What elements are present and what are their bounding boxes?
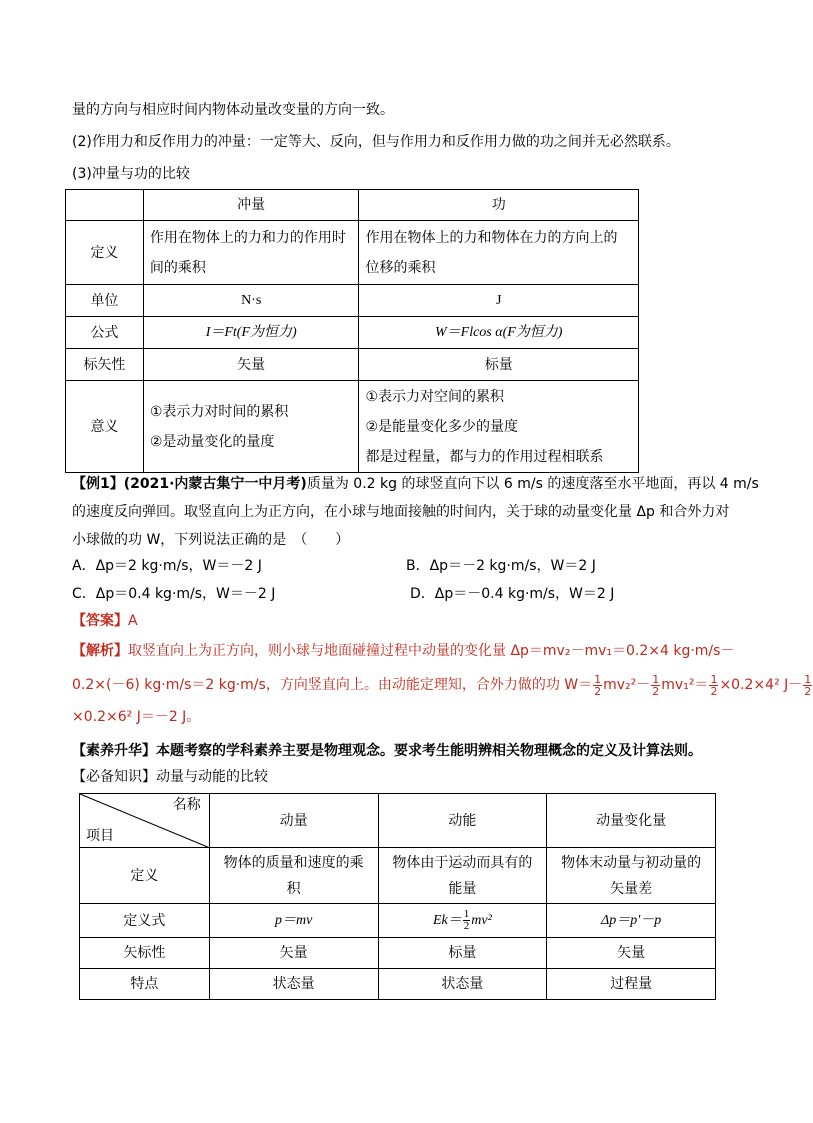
table-cell: 状态量 — [209, 969, 378, 1000]
cell-line: 积 — [286, 880, 301, 897]
table-cell: N·s — [143, 285, 359, 317]
row-label: 定义 — [80, 848, 210, 904]
knowledge-title — [72, 767, 268, 787]
cell-line: 矢量差 — [610, 880, 653, 897]
answer — [72, 611, 138, 631]
row-label: 定义 — [66, 221, 144, 285]
cell-line: 间的乘积 — [149, 259, 206, 276]
answer-value: A — [128, 613, 138, 629]
intro-line-2: (2)作用力和反作用力的冲量：一定等大、反向，但与作用力和反作用力做的功之间并无必然联系。 — [72, 134, 680, 150]
table-cell: 矢量 — [547, 938, 716, 969]
table-cell: p＝mv — [209, 904, 378, 938]
analysis-line-1 — [72, 641, 734, 661]
table-cell: 标量 — [359, 349, 639, 381]
option-c: C．Δp＝0.4 kg·m/s，W＝－2 J — [72, 586, 276, 602]
row-label: 意义 — [66, 381, 144, 473]
cell-line: 作用在物体上的力和物体在力的方向上的 — [365, 229, 618, 246]
impulse-work-table — [65, 189, 639, 473]
table-cell — [378, 848, 547, 904]
table-cell: 标量 — [378, 938, 547, 969]
table-row — [80, 848, 716, 904]
cell-line: ②是动量变化的量度 — [149, 433, 275, 450]
fraction-half: $\frac{1}{2}$ — [804, 672, 812, 698]
momentum-energy-table — [79, 793, 716, 1000]
analysis-line-3: ×0.2×6² J＝－2 J。 — [72, 709, 201, 725]
knowledge-text: 【必备知识】动量与动能的比较 — [72, 769, 268, 785]
row-label: 定义式 — [80, 904, 210, 938]
literacy-note: 【素养升华】本题考察的学科素养主要是物理观念。要求考生能明辨相关物理概念的定义及计算法则。 — [72, 743, 702, 759]
row-label: 标矢性 — [66, 349, 144, 381]
cell-line: ②是能量变化多少的量度 — [365, 418, 519, 435]
table-cell — [143, 221, 359, 285]
cell-line: ①表示力对空间的累积 — [365, 388, 505, 405]
table-row — [66, 349, 639, 381]
row-label: 公式 — [66, 317, 144, 349]
cell-line: 物体的质量和速度的乘 — [223, 854, 364, 871]
table-row — [66, 317, 639, 349]
analysis-tag: 【解析】 — [72, 643, 128, 659]
analysis-line-2 — [72, 668, 813, 702]
example-line-3: 小球做的功 W，下列说法正确的是 （ ） — [72, 532, 350, 548]
table-cell — [359, 221, 639, 285]
fraction-half: $\frac{1}{2}$ — [652, 672, 660, 698]
table-cell: I＝Ft(F为恒力) — [143, 317, 359, 349]
table-cell — [359, 381, 639, 473]
table-header-cell: 动量变化量 — [547, 794, 716, 848]
analysis-text: 0.2×(－6) kg·m/s＝2 kg·m/s，方向竖直向上。由动能定理知，合外力做的功 W＝ — [72, 677, 593, 693]
fraction-half: $\frac{1}{2}$ — [710, 672, 718, 698]
analysis-text: ×0.2×4² J－ — [719, 677, 803, 693]
table-cell: Ek＝ $\frac{1}{2}$ mv² — [378, 904, 547, 938]
table-header-cell — [66, 190, 144, 221]
option-d: D．Δp＝－0.4 kg·m/s，W＝2 J — [410, 586, 615, 602]
example-source: (2021·内蒙古集宁一中月考) — [123, 476, 307, 492]
example-line-1 — [72, 474, 759, 494]
example-text: 质量为 0.2 kg 的球竖直向下以 6 m/s 的速度落至水平地面，再以 4 m/s — [306, 476, 759, 492]
analysis-text: mv₁²＝ — [661, 677, 709, 693]
intro-line-1: 量的方向与相应时间内物体动量改变量的方向一致。 — [72, 102, 394, 118]
table-row — [66, 381, 639, 473]
table-cell: 矢量 — [143, 349, 359, 381]
table-cell: 过程量 — [547, 969, 716, 1000]
fraction-half: $\frac{1}{2}$ — [463, 907, 470, 932]
cell-line: 能量 — [448, 880, 477, 897]
option-a: A．Δp＝2 kg·m/s，W＝－2 J — [72, 558, 262, 574]
table-header-cell: 动量 — [209, 794, 378, 848]
cell-line: 都是过程量，都与力的作用过程相联系 — [365, 448, 604, 465]
table-cell — [209, 848, 378, 904]
table-row — [80, 794, 716, 848]
corner-bottom-label: 项目 — [86, 828, 114, 844]
table-row — [66, 285, 639, 317]
table-cell: J — [359, 285, 639, 317]
table-cell: 状态量 — [378, 969, 547, 1000]
row-label: 单位 — [66, 285, 144, 317]
row-label: 矢标性 — [80, 938, 210, 969]
analysis-text: 取竖直向上为正方向，则小球与地面碰撞过程中动量的变化量 Δp＝mv₂－mv₁＝0.2×4 kg·m/s－ — [128, 643, 735, 659]
table-cell: W＝Flcos α(F为恒力) — [359, 317, 639, 349]
corner-cell — [80, 794, 210, 848]
fraction-half: $\frac{1}{2}$ — [594, 672, 602, 698]
table-header-cell: 功 — [359, 190, 639, 221]
table-header-cell: 动能 — [378, 794, 547, 848]
table-row — [80, 904, 716, 938]
cell-line: 作用在物体上的力和力的作用时 — [149, 229, 346, 246]
table-row — [80, 969, 716, 1000]
analysis-text: mv₂²－ — [603, 677, 651, 693]
table-cell: Δp＝p′－p — [547, 904, 716, 938]
table-cell — [547, 848, 716, 904]
cell-line: 位移的乘积 — [365, 259, 436, 276]
table-cell — [143, 381, 359, 473]
cell-line: ①表示力对时间的累积 — [149, 403, 289, 420]
example-line-2: 的速度反向弹回。取竖直向上为正方向，在小球与地面接触的时间内，关于球的动量变化量 Δp 和合外力对 — [72, 504, 730, 520]
table-cell: 矢量 — [209, 938, 378, 969]
table-header-cell: 冲量 — [143, 190, 359, 221]
row-label: 特点 — [80, 969, 210, 1000]
cell-line: 物体末动量与初动量的 — [561, 854, 702, 871]
option-b: B．Δp＝－2 kg·m/s，W＝2 J — [406, 558, 596, 574]
example-tag: 【例1】 — [72, 476, 124, 492]
table-row — [80, 938, 716, 969]
table-row — [66, 190, 639, 221]
corner-top-label: 名称 — [172, 797, 201, 813]
answer-tag: 【答案】 — [72, 613, 128, 629]
table-row — [66, 221, 639, 285]
intro-line-3: (3)冲量与功的比较 — [72, 166, 190, 182]
cell-line: 物体由于运动而具有的 — [392, 854, 533, 871]
